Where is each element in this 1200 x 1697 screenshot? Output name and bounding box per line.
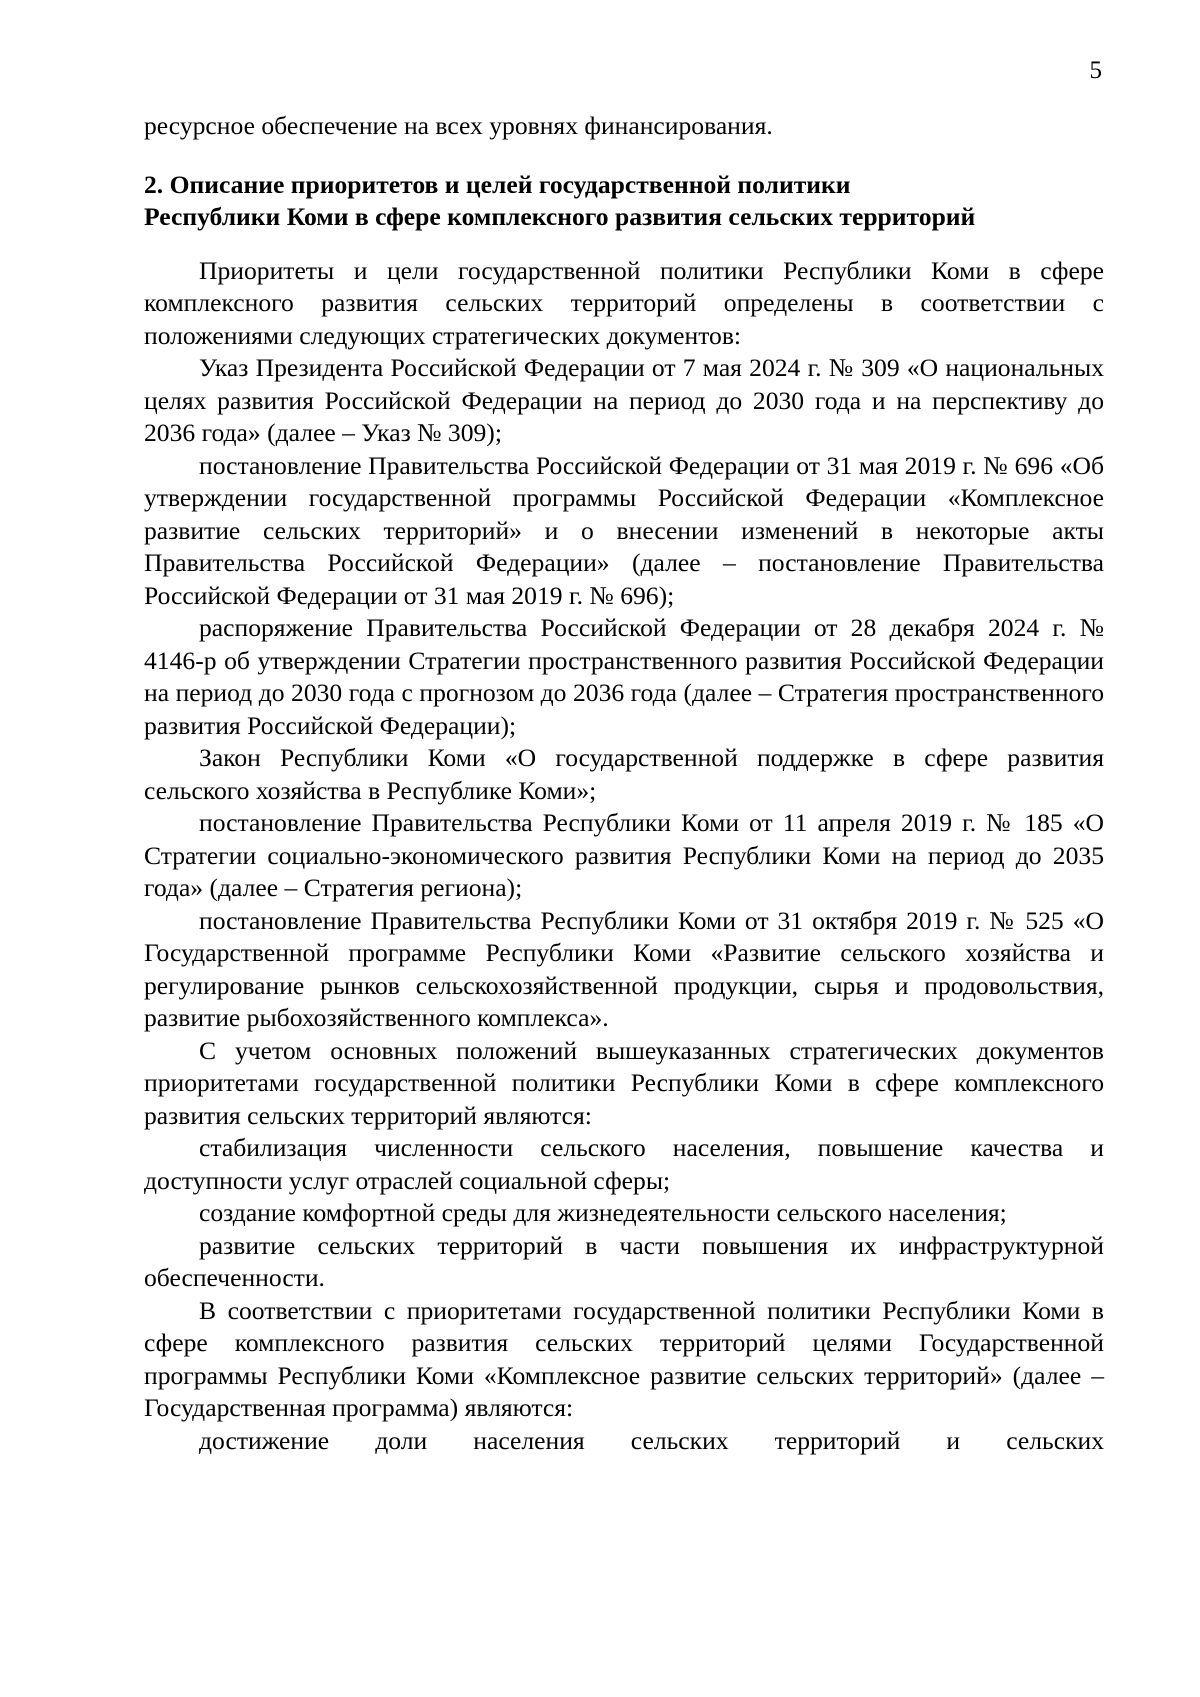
lead-line: ресурсное обеспечение на всех уровнях финансирования. xyxy=(144,111,773,140)
document-body xyxy=(144,110,1104,1457)
paragraph: постановление Правительства Республики Коми от 31 октября 2019 г. № 525 «О Государственной программе Республики Коми «Развитие сельского хозяйства и регулирование рынков сельскохозяйственной продукции, сырья и продовольствия, развитие рыбохозяйственного комплекса». xyxy=(144,905,1104,1032)
paragraph: Закон Республики Коми «О государственной поддержке в сфере развития сельского хозяйства в Республике Коми»; xyxy=(144,743,1104,805)
paragraph: В соответствии с приоритетами государственной политики Республики Коми в сфере комплексного развития сельских территорий целями Государственной программы Республики Коми «Комплексное развитие сельских территорий» (далее – Государственная программа) являются: xyxy=(144,1295,1104,1422)
page-number: 5 xyxy=(1089,57,1102,84)
paragraph: распоряжение Правительства Российской Федерации от 28 декабря 2024 г. № 4146-р об утверждении Стратегии пространственного развития Российской Федерации на период до 2030 года с прогнозом до 2036 года (далее – Стратегия пространственного развития Российской Федерации); xyxy=(144,613,1104,740)
paragraph: Указ Президента Российской Федерации от 7 мая 2024 г. № 309 «О национальных целях развития Российской Федерации на период до 2030 года и на перспективу до 2036 года» (далее – Указ № 309); xyxy=(144,353,1104,447)
paragraph: С учетом основных положений вышеуказанных стратегических документов приоритетами государственной политики Республики Коми в сфере комплексного развития сельских территорий являются: xyxy=(144,1035,1104,1130)
paragraph: создание комфортной среды для жизнедеятельности сельского населения; xyxy=(199,1198,1007,1227)
section-heading xyxy=(144,169,1104,234)
paragraph: стабилизация численности сельского населения, повышение качества и доступности услуг отраслей социальной сферы; xyxy=(144,1133,1104,1195)
section-heading-line-1: 2. Описание приоритетов и целей государственной политики xyxy=(144,169,851,199)
paragraph: Приоритеты и цели государственной политики Республики Коми в сфере комплексного развития сельских территорий определены в соответствии с положениями следующих стратегических документов: xyxy=(144,255,1104,350)
paragraph: постановление Правительства Республики Коми от 11 апреля 2019 г. № 185 «О Стратегии социально-экономического развития Республики Коми на период до 2035 года» (далее – Стратегия региона); xyxy=(144,808,1104,902)
section-heading-line-2: Республики Коми в сфере комплексного развития сельских территорий xyxy=(144,202,976,231)
paragraph: постановление Правительства Российской Федерации от 31 мая 2019 г. № 696 «Об утверждении государственной программы Российской Федерации «Комплексное развитие сельских территорий» и о внесении изменений в некоторые акты Правительства Российской Федерации» (далее – постановление Правительства Российской Федерации от 31 мая 2019 г. № 696); xyxy=(144,450,1104,610)
paragraph: развитие сельских территорий в части повышения их инфраструктурной обеспеченности. xyxy=(144,1230,1104,1292)
paragraph: достижение доли населения сельских территорий и сельских xyxy=(199,1425,1104,1455)
